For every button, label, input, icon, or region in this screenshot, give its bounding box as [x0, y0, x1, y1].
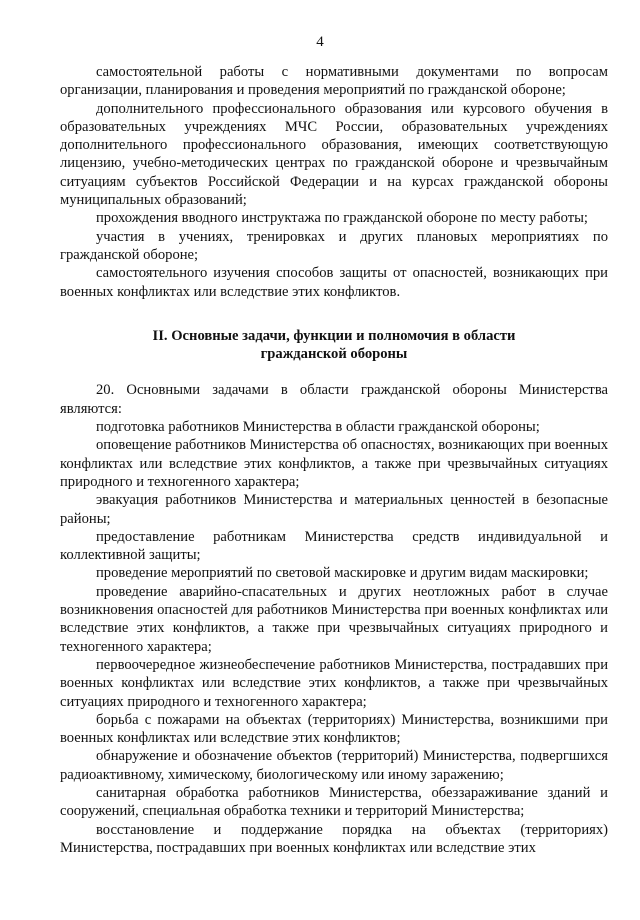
paragraph: предоставление работникам Министерства средств индивидуальной и коллективной защиты;	[60, 528, 608, 564]
paragraph: эвакуация работников Министерства и материальных ценностей в безопасные районы;	[60, 492, 608, 527]
paragraph: дополнительного профессионального образования или курсового обучения в образовательных учреждениях МЧС России, образовательных учреждениях дополнительного профессионального образования, имеющих соответствующую лицензию, учебно-методических центрах по гражданской обороне и чрезвычайным ситуациям субъектов Российской Федерации и на курсах гражданской обороны муниципальных образований;	[60, 100, 608, 209]
section-heading	[60, 327, 608, 364]
paragraph: проведение мероприятий по световой маскировке и другим видам маскировки;	[96, 565, 589, 582]
paragraph: санитарная обработка работников Министерства, обеззараживание зданий и сооружений, специальная обработка техники и территорий Министерства;	[60, 784, 608, 820]
paragraph: обнаружение и обозначение объектов (территорий) Министерства, подвергшихся радиоактивному, химическому, биологическому или иному заражению;	[60, 748, 608, 783]
paragraph: проведение аварийно-спасательных и других неотложных работ в случае возникновения опасностей для работников Министерства при военных конфликтах или вследствие этих конфликтов, а также при чрезвычайных ситуациях природного и техногенного характера;	[60, 583, 608, 655]
document-body	[60, 63, 608, 857]
paragraph: оповещение работников Министерства об опасностях, возникающих при военных конфликтах или вследствие этих конфликтов, а также при чрезвычайных ситуациях природного и техногенного характера;	[60, 437, 608, 490]
paragraph: борьба с пожарами на объектах (территориях) Министерства, возникшими при военных конфликтах или вследствие этих конфликтов;	[60, 711, 608, 747]
paragraph: 20. Основными задачами в области гражданской обороны Министерства являются:	[60, 382, 608, 417]
page-number: 4	[316, 34, 324, 50]
paragraph: самостоятельного изучения способов защиты от опасностей, возникающих при военных конфликтах или вследствие этих конфликтов.	[60, 265, 608, 300]
paragraph: участия в учениях, тренировках и других плановых мероприятиях по гражданской обороне;	[60, 228, 608, 263]
paragraph: подготовка работников Министерства в области гражданской обороны;	[96, 419, 540, 436]
section-heading-line-1: II. Основные задачи, функции и полномочия в области	[152, 327, 516, 344]
paragraph: первоочередное жизнеобеспечение работников Министерства, пострадавших при военных конфликтах или вследствие этих конфликтов, а также при чрезвычайных ситуациях природного и техногенного характера;	[60, 656, 608, 710]
section-heading-line-2: гражданской обороны	[260, 346, 408, 363]
paragraph: восстановление и поддержание порядка на объектах (территориях) Министерства, пострадавших при военных конфликтах или вследствие этих	[60, 821, 608, 856]
paragraph: прохождения вводного инструктажа по гражданской обороне по месту работы;	[96, 210, 588, 227]
paragraph: самостоятельной работы с нормативными документами по вопросам организации, планирования и проведения мероприятий по гражданской обороне;	[60, 64, 608, 99]
